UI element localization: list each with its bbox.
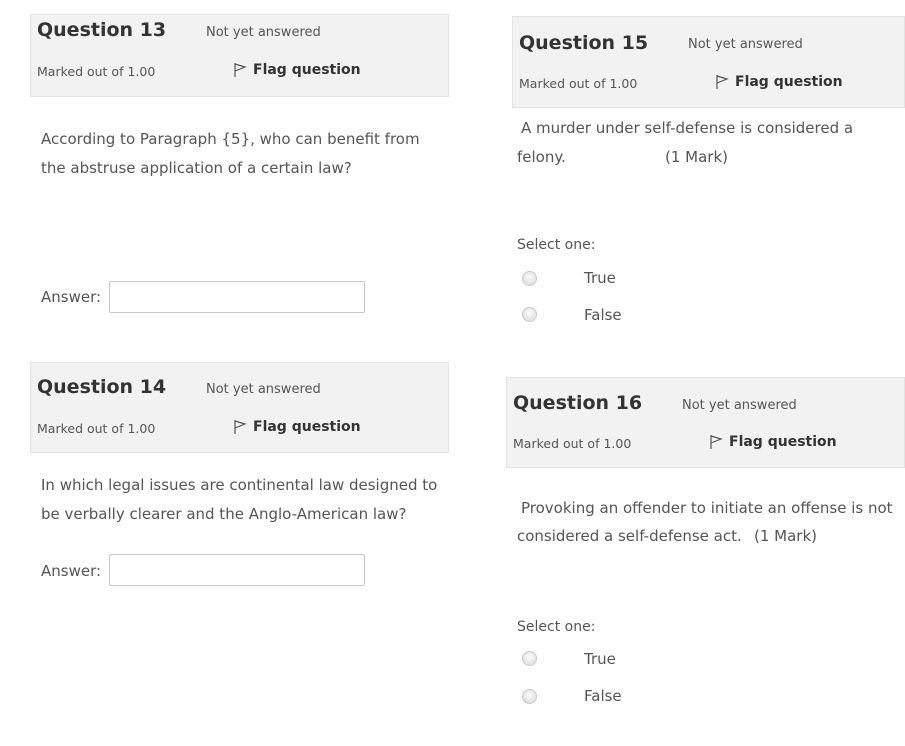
question-15-radio-false[interactable] bbox=[522, 307, 537, 322]
question-15-text-line1: A murder under self-defense is considered a bbox=[521, 119, 854, 137]
question-15-flag-label: Flag question bbox=[735, 74, 843, 90]
flag-icon bbox=[715, 74, 729, 90]
question-13-text: According to Paragraph {5}, who can benefit from the abstruse application of a certain law? bbox=[41, 130, 420, 177]
flag-icon bbox=[233, 62, 247, 78]
question-16-marked: Marked out of 1.00 bbox=[513, 436, 632, 451]
question-14-flag-label: Flag question bbox=[253, 419, 361, 435]
question-14-answer-input[interactable] bbox=[109, 554, 365, 586]
question-15-text-line2: felony. bbox=[517, 148, 566, 166]
question-16-select-label: Select one: bbox=[517, 619, 596, 635]
question-13-answer-label: Answer: bbox=[41, 288, 102, 306]
question-16-radio-false[interactable] bbox=[522, 689, 537, 704]
question-13-flag-label: Flag question bbox=[253, 62, 361, 78]
question-15-marked: Marked out of 1.00 bbox=[519, 76, 638, 91]
question-15-flag-button[interactable] bbox=[715, 74, 843, 90]
question-15-state: Not yet answered bbox=[688, 37, 803, 52]
question-15-radio-true[interactable] bbox=[522, 271, 537, 286]
question-14-answer-label: Answer: bbox=[41, 562, 102, 580]
question-16-title: Question 16 bbox=[513, 392, 643, 414]
question-15-select-label: Select one: bbox=[517, 237, 596, 253]
question-16-mark-note: (1 Mark) bbox=[754, 527, 818, 545]
question-14-title: Question 14 bbox=[37, 376, 167, 398]
question-14-marked: Marked out of 1.00 bbox=[37, 421, 156, 436]
question-16-radio-true[interactable] bbox=[522, 651, 537, 666]
question-16-info-box bbox=[506, 377, 905, 468]
question-13-info-box bbox=[30, 14, 449, 97]
flag-icon bbox=[233, 419, 247, 435]
question-16-option-true[interactable]: True bbox=[584, 650, 616, 668]
question-16-flag-label: Flag question bbox=[729, 434, 837, 450]
question-13-answer-input[interactable] bbox=[109, 281, 365, 313]
question-13-marked: Marked out of 1.00 bbox=[37, 64, 156, 79]
question-15-option-true[interactable]: True bbox=[584, 269, 616, 287]
question-14-info-box bbox=[30, 362, 449, 453]
question-13-state: Not yet answered bbox=[206, 25, 321, 40]
question-16-text-line2: considered a self-defense act. bbox=[517, 527, 742, 545]
question-14-state: Not yet answered bbox=[206, 382, 321, 397]
question-15-mark-note: (1 Mark) bbox=[665, 148, 729, 166]
question-15-info-box bbox=[512, 16, 905, 108]
question-14-flag-button[interactable] bbox=[233, 419, 361, 435]
question-15-option-false[interactable]: False bbox=[584, 306, 622, 324]
question-15-title: Question 15 bbox=[519, 32, 649, 54]
question-13-flag-button[interactable] bbox=[233, 62, 361, 78]
question-16-option-false[interactable]: False bbox=[584, 687, 622, 705]
question-13-title: Question 13 bbox=[37, 19, 167, 41]
flag-icon bbox=[709, 434, 723, 450]
question-14-text: In which legal issues are continental law designed to be verbally clearer and the Anglo-American law? bbox=[41, 476, 438, 523]
question-16-flag-button[interactable] bbox=[709, 434, 837, 450]
question-16-text-line1: Provoking an offender to initiate an offense is not bbox=[521, 499, 893, 517]
question-16-state: Not yet answered bbox=[682, 398, 797, 413]
